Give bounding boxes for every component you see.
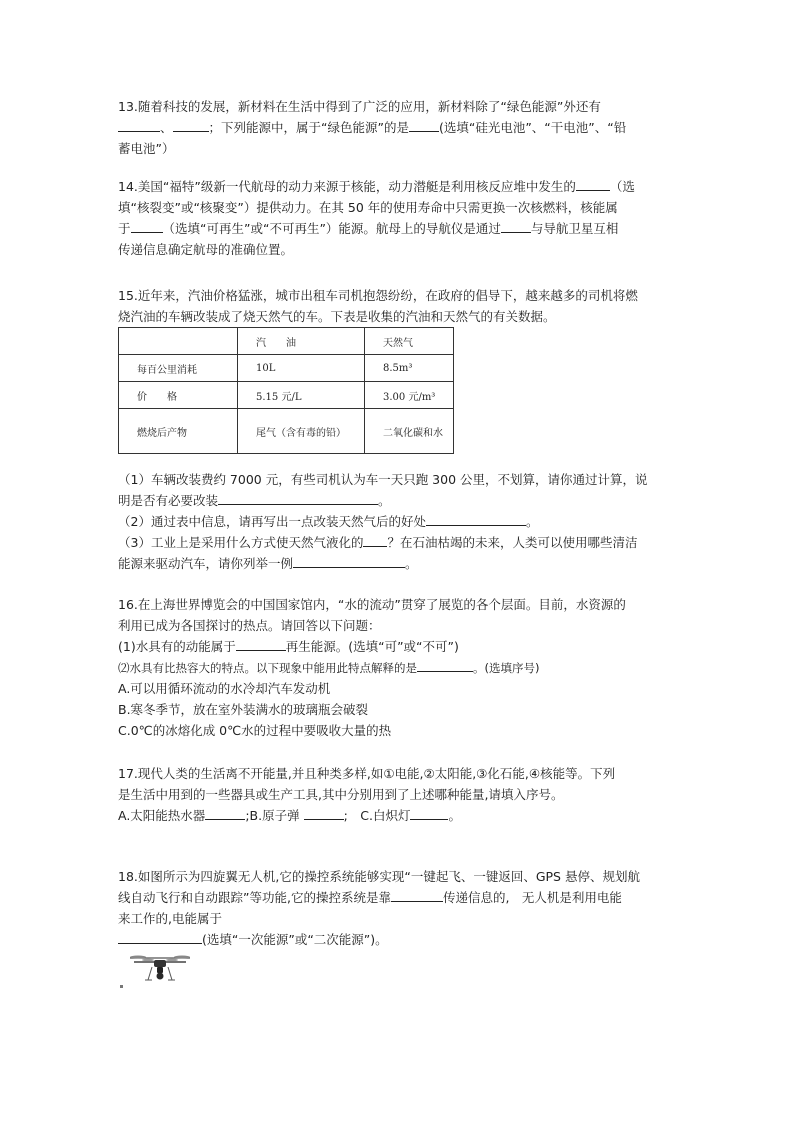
q14-line3: 于 （选填“可再生”或“不可再生”）能源。航母上的导航仪是通过 与导航卫星互相 [118,218,678,239]
q15-sub3-line1: （3）工业上是采用什么方式使天然气液化的 ？在石油枯竭的未来，人类可以使用哪些清洁 [118,532,678,553]
answer-blank[interactable] [205,805,245,820]
table-cell: 10L [238,355,365,382]
answer-blank[interactable] [363,532,387,547]
question-15-subparts [118,469,678,574]
answer-blank[interactable] [131,218,163,233]
answer-blank[interactable] [409,117,439,132]
q14-line1: 14.美国“福特”级新一代航母的动力来源于核能，动力潜艇是利用核反应堆中发生的 （选 [118,176,678,197]
table-cell: 5.15 元/L [238,382,365,409]
q13-line2: 、 ；下列能源中，属于“绿色能源”的是 (选填“硅光电池”、“干电池”、“铅 [118,117,678,138]
q18-line4: (选填“一次能源”或“二次能源”)。 [118,929,678,950]
table-cell: 价 格 [119,382,238,409]
question-16 [118,594,678,741]
q14-line4: 传递信息确定航母的准确位置。 [118,242,294,257]
q15-sub2: （2）通过表中信息，请再写出一点改装天然气后的好处 。 [118,511,678,532]
q17-line2: 是生活中用到的一些器具或生产工具,其中分别用到了上述哪种能量,请填入序号。 [118,787,564,802]
answer-blank[interactable] [118,117,160,132]
answer-blank[interactable] [118,929,202,944]
q13-line1: 13.随着科技的发展，新材料在生活中得到了广泛的应用，新材料除了“绿色能源”外还有 [118,99,601,114]
table-cell: 尾气（含有毒的铅） [238,409,365,454]
q16-sub1: (1)水具有的动能属于 再生能源。(选填“可”或“不可”) [118,636,678,657]
q13-line3: 蓄电池”） [118,141,175,156]
q15-sub3-line2: 能源来驱动汽车，请你列举一例 。 [118,553,678,574]
question-17 [118,763,678,826]
answer-blank[interactable] [218,490,378,505]
q15-line1: 15.近年来，汽油价格猛涨，城市出租车司机抱怨纷纷，在政府的倡导下，越来越多的司机将燃 [118,288,638,303]
q18-line3: 来工作的,电能属于 [118,911,222,926]
table-cell: 3.00 元/m³ [365,382,454,409]
table-header-row [119,328,454,355]
question-14 [118,176,678,260]
answer-blank[interactable] [426,511,526,526]
q16-line2: 利用已成为各国探讨的热点。请回答以下问题： [118,618,381,633]
answer-blank[interactable] [173,117,209,132]
answer-blank[interactable] [304,805,344,820]
q16-option-b: B.寒冬季节，放在室外装满水的玻璃瓶会破裂 [118,702,369,717]
table-cell: 每百公里消耗 [119,355,238,382]
table-cell: 汽 油 [238,328,365,355]
table-cell: 天然气 [365,328,454,355]
table-row [119,355,454,382]
table-cell: 8.5m³ [365,355,454,382]
table-row [119,382,454,409]
q15-sub1-line1: （1）车辆改装费约 7000 元，有些司机认为车一天只跑 300 公里，不划算，请你通过计算，说 [118,472,648,487]
question-15 [118,285,678,327]
q17-line3: A.太阳能热水器 ;B.原子弹 ; C.白炽灯 。 [118,805,678,826]
answer-blank[interactable] [576,176,610,191]
q18-line2: 线自动飞行和自动跟踪”等功能,它的操控系统是靠 传递信息的, 无人机是利用电能 [118,887,678,908]
q16-sub2: ⑵水具有比热容大的特点。以下现象中能用此特点解释的是 。(选填序号) [118,657,678,678]
q16-option-a: A.可以用循环流动的水冷却汽车发动机 [118,681,331,696]
q15-line2: 烧汽油的车辆改装成了烧天然气的车。下表是收集的汽油和天然气的有关数据。 [118,309,556,324]
answer-blank[interactable] [391,887,443,902]
fuel-comparison-table [118,327,454,454]
question-13 [118,96,678,159]
table-cell: 燃烧后产物 [119,409,238,454]
q18-line1: 18.如图所示为四旋翼无人机,它的操控系统能够实现“一键起飞、一键返回、GPS 悬停、规划航 [118,869,640,884]
answer-blank[interactable] [410,805,448,820]
table-cell: 二氧化碳和水 [365,409,454,454]
q16-line1: 16.在上海世界博览会的中国国家馆内，“水的流动”贯穿了展览的各个层面。目前，水资源的 [118,597,626,612]
table-cell [119,328,238,355]
table-row [119,409,454,454]
paragraph-mark [120,985,123,988]
answer-blank[interactable] [236,636,286,651]
question-18 [118,866,678,950]
q16-option-c: C.0℃的冰熔化成 0℃水的过程中要吸收大量的热 [118,723,392,738]
quadcopter-drone-icon [128,950,192,984]
q15-sub1-line2: 明是否有必要改装 。 [118,490,678,511]
answer-blank[interactable] [293,553,405,568]
q17-line1: 17.现代人类的生活离不开能量,并且种类多样,如①电能,②太阳能,③化石能,④核能等。下列 [118,766,616,781]
q14-line2: 填“核裂变”或“核聚变”）提供动力。在其 50 年的使用寿命中只需更换一次核燃料，核能属 [118,200,618,215]
answer-blank[interactable] [417,657,473,672]
answer-blank[interactable] [501,218,531,233]
